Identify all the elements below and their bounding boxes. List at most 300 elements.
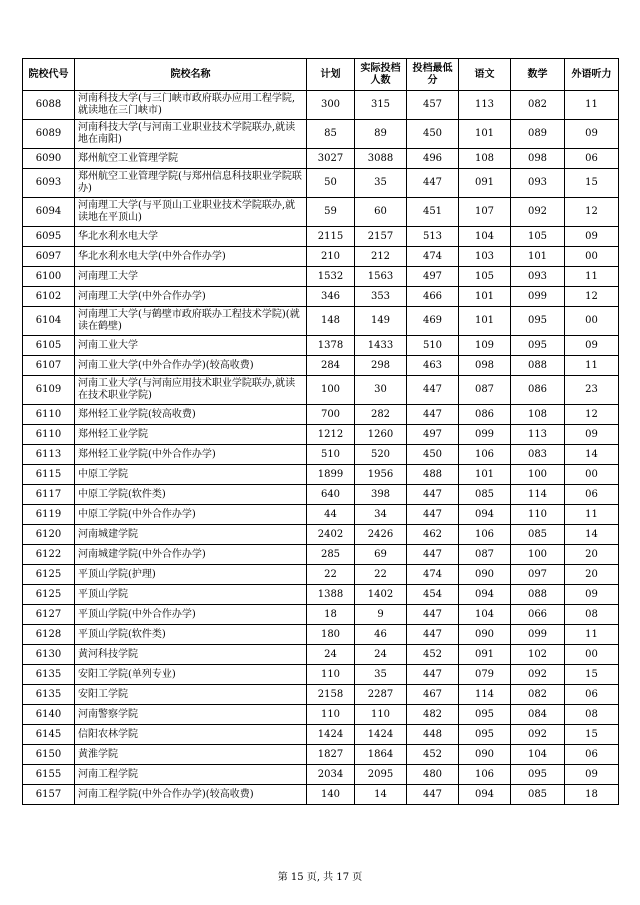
cell-plan: 284	[307, 356, 355, 376]
cell-listening: 11	[565, 625, 619, 645]
cell-min-score: 450	[407, 445, 459, 465]
cell-chinese: 090	[459, 625, 511, 645]
cell-listening: 06	[565, 685, 619, 705]
table-row	[23, 247, 619, 267]
cell-listening: 08	[565, 705, 619, 725]
cell-listening: 09	[565, 336, 619, 356]
cell-plan: 180	[307, 625, 355, 645]
cell-actual: 22	[355, 565, 407, 585]
cell-listening: 06	[565, 149, 619, 169]
cell-listening: 09	[565, 585, 619, 605]
cell-code: 6120	[23, 525, 75, 545]
cell-name: 河南工业大学(中外合作办学)(较高收费)	[75, 356, 307, 376]
cell-math: 093	[511, 169, 565, 198]
cell-math: 100	[511, 465, 565, 485]
cell-math: 101	[511, 247, 565, 267]
cell-code: 6113	[23, 445, 75, 465]
cell-chinese: 101	[459, 120, 511, 149]
cell-actual: 24	[355, 645, 407, 665]
cell-code: 6130	[23, 645, 75, 665]
cell-code: 6135	[23, 665, 75, 685]
cell-code: 6109	[23, 376, 75, 405]
cell-min-score: 474	[407, 565, 459, 585]
cell-actual: 398	[355, 485, 407, 505]
cell-actual: 1563	[355, 267, 407, 287]
cell-min-score: 447	[407, 605, 459, 625]
cell-chinese: 101	[459, 287, 511, 307]
cell-actual: 212	[355, 247, 407, 267]
cell-listening: 14	[565, 445, 619, 465]
cell-plan: 148	[307, 307, 355, 336]
cell-code: 6102	[23, 287, 75, 307]
cell-name: 平顶山学院(软件类)	[75, 625, 307, 645]
table-row	[23, 405, 619, 425]
table-row	[23, 525, 619, 545]
cell-chinese: 106	[459, 445, 511, 465]
admission-table	[22, 58, 619, 805]
cell-min-score: 452	[407, 745, 459, 765]
cell-plan: 285	[307, 545, 355, 565]
cell-listening: 15	[565, 725, 619, 745]
header-listening: 外语听力	[565, 59, 619, 91]
cell-math: 095	[511, 336, 565, 356]
cell-actual: 89	[355, 120, 407, 149]
cell-math: 097	[511, 565, 565, 585]
table-row	[23, 645, 619, 665]
cell-plan: 1424	[307, 725, 355, 745]
cell-chinese: 094	[459, 785, 511, 805]
cell-actual: 1433	[355, 336, 407, 356]
cell-chinese: 108	[459, 149, 511, 169]
cell-math: 066	[511, 605, 565, 625]
cell-min-score: 467	[407, 685, 459, 705]
cell-plan: 640	[307, 485, 355, 505]
table-row	[23, 287, 619, 307]
cell-plan: 346	[307, 287, 355, 307]
table-row	[23, 376, 619, 405]
cell-name: 河南警察学院	[75, 705, 307, 725]
cell-math: 110	[511, 505, 565, 525]
cell-plan: 2034	[307, 765, 355, 785]
cell-min-score: 510	[407, 336, 459, 356]
cell-min-score: 448	[407, 725, 459, 745]
cell-chinese: 086	[459, 405, 511, 425]
cell-math: 100	[511, 545, 565, 565]
table-row	[23, 169, 619, 198]
cell-listening: 09	[565, 425, 619, 445]
cell-code: 6088	[23, 91, 75, 120]
cell-math: 084	[511, 705, 565, 725]
cell-listening: 18	[565, 785, 619, 805]
cell-chinese: 087	[459, 545, 511, 565]
cell-plan: 100	[307, 376, 355, 405]
cell-chinese: 113	[459, 91, 511, 120]
cell-code: 6093	[23, 169, 75, 198]
cell-name: 中原工学院	[75, 465, 307, 485]
table-row	[23, 267, 619, 287]
cell-name: 中原工学院(中外合作办学)	[75, 505, 307, 525]
table-row	[23, 465, 619, 485]
cell-actual: 1402	[355, 585, 407, 605]
cell-listening: 06	[565, 485, 619, 505]
cell-actual: 2426	[355, 525, 407, 545]
cell-listening: 09	[565, 227, 619, 247]
cell-code: 6135	[23, 685, 75, 705]
cell-name: 中原工学院(软件类)	[75, 485, 307, 505]
cell-name: 河南科技大学(与河南工业职业技术学院联办,就读地在南阳)	[75, 120, 307, 149]
table-row	[23, 625, 619, 645]
cell-actual: 1260	[355, 425, 407, 445]
cell-listening: 00	[565, 465, 619, 485]
table-row	[23, 585, 619, 605]
cell-math: 082	[511, 685, 565, 705]
cell-chinese: 090	[459, 745, 511, 765]
cell-plan: 1388	[307, 585, 355, 605]
cell-listening: 12	[565, 405, 619, 425]
cell-listening: 11	[565, 505, 619, 525]
cell-math: 085	[511, 785, 565, 805]
cell-min-score: 474	[407, 247, 459, 267]
header-plan: 计划	[307, 59, 355, 91]
cell-chinese: 085	[459, 485, 511, 505]
cell-math: 102	[511, 645, 565, 665]
cell-min-score: 447	[407, 169, 459, 198]
cell-name: 河南工业大学(与河南应用技术职业学院联办,就读在技术职业学院)	[75, 376, 307, 405]
cell-code: 6125	[23, 565, 75, 585]
table-row	[23, 745, 619, 765]
cell-name: 黄河科技学院	[75, 645, 307, 665]
cell-name: 河南工程学院	[75, 765, 307, 785]
cell-listening: 23	[565, 376, 619, 405]
cell-plan: 210	[307, 247, 355, 267]
cell-math: 089	[511, 120, 565, 149]
cell-chinese: 107	[459, 198, 511, 227]
cell-code: 6145	[23, 725, 75, 745]
cell-name: 河南科技大学(与三门峡市政府联办应用工程学院,就读地在三门峡市)	[75, 91, 307, 120]
cell-actual: 1864	[355, 745, 407, 765]
cell-listening: 15	[565, 169, 619, 198]
cell-actual: 315	[355, 91, 407, 120]
cell-chinese: 104	[459, 227, 511, 247]
cell-code: 6117	[23, 485, 75, 505]
cell-actual: 34	[355, 505, 407, 525]
cell-min-score: 447	[407, 485, 459, 505]
cell-plan: 300	[307, 91, 355, 120]
cell-code: 6097	[23, 247, 75, 267]
cell-name: 郑州航空工业管理学院	[75, 149, 307, 169]
cell-listening: 20	[565, 545, 619, 565]
cell-actual: 282	[355, 405, 407, 425]
cell-chinese: 099	[459, 425, 511, 445]
cell-chinese: 105	[459, 267, 511, 287]
cell-chinese: 101	[459, 465, 511, 485]
header-name: 院校名称	[75, 59, 307, 91]
cell-min-score: 454	[407, 585, 459, 605]
cell-actual: 3088	[355, 149, 407, 169]
cell-actual: 149	[355, 307, 407, 336]
table-row	[23, 425, 619, 445]
cell-actual: 60	[355, 198, 407, 227]
cell-min-score: 496	[407, 149, 459, 169]
cell-min-score: 447	[407, 625, 459, 645]
cell-name: 郑州轻工业学院(较高收费)	[75, 405, 307, 425]
cell-plan: 2402	[307, 525, 355, 545]
cell-plan: 1212	[307, 425, 355, 445]
cell-chinese: 095	[459, 705, 511, 725]
cell-plan: 50	[307, 169, 355, 198]
cell-listening: 14	[565, 525, 619, 545]
cell-chinese: 091	[459, 169, 511, 198]
cell-min-score: 463	[407, 356, 459, 376]
cell-math: 098	[511, 149, 565, 169]
cell-name: 河南城建学院(中外合作办学)	[75, 545, 307, 565]
cell-name: 郑州轻工业学院	[75, 425, 307, 445]
cell-code: 6119	[23, 505, 75, 525]
cell-math: 114	[511, 485, 565, 505]
cell-name: 华北水利水电大学	[75, 227, 307, 247]
cell-name: 安阳工学院	[75, 685, 307, 705]
cell-math: 104	[511, 745, 565, 765]
cell-min-score: 447	[407, 376, 459, 405]
cell-math: 095	[511, 765, 565, 785]
cell-chinese: 106	[459, 525, 511, 545]
cell-chinese: 095	[459, 725, 511, 745]
cell-plan: 110	[307, 705, 355, 725]
cell-name: 郑州轻工业学院(中外合作办学)	[75, 445, 307, 465]
cell-min-score: 447	[407, 505, 459, 525]
cell-plan: 2158	[307, 685, 355, 705]
cell-math: 082	[511, 91, 565, 120]
cell-actual: 2157	[355, 227, 407, 247]
table-row	[23, 445, 619, 465]
cell-code: 6100	[23, 267, 75, 287]
cell-actual: 1424	[355, 725, 407, 745]
cell-chinese: 094	[459, 505, 511, 525]
cell-math: 099	[511, 625, 565, 645]
table-row	[23, 765, 619, 785]
cell-math: 088	[511, 356, 565, 376]
cell-listening: 11	[565, 91, 619, 120]
cell-chinese: 104	[459, 605, 511, 625]
cell-code: 6125	[23, 585, 75, 605]
cell-chinese: 106	[459, 765, 511, 785]
cell-plan: 22	[307, 565, 355, 585]
cell-name: 河南工业大学	[75, 336, 307, 356]
cell-min-score: 513	[407, 227, 459, 247]
cell-min-score: 488	[407, 465, 459, 485]
cell-code: 6128	[23, 625, 75, 645]
cell-name: 郑州航空工业管理学院(与郑州信息科技职业学院联办)	[75, 169, 307, 198]
cell-name: 安阳工学院(单列专业)	[75, 665, 307, 685]
cell-math: 113	[511, 425, 565, 445]
cell-code: 6089	[23, 120, 75, 149]
cell-min-score: 447	[407, 785, 459, 805]
cell-code: 6115	[23, 465, 75, 485]
cell-actual: 110	[355, 705, 407, 725]
cell-name: 平顶山学院(中外合作办学)	[75, 605, 307, 625]
cell-plan: 510	[307, 445, 355, 465]
cell-name: 华北水利水电大学(中外合作办学)	[75, 247, 307, 267]
cell-chinese: 109	[459, 336, 511, 356]
cell-actual: 69	[355, 545, 407, 565]
table-row	[23, 485, 619, 505]
cell-actual: 2287	[355, 685, 407, 705]
cell-listening: 15	[565, 665, 619, 685]
cell-name: 黄淮学院	[75, 745, 307, 765]
cell-chinese: 098	[459, 356, 511, 376]
table-row	[23, 725, 619, 745]
cell-math: 099	[511, 287, 565, 307]
cell-code: 6122	[23, 545, 75, 565]
cell-code: 6095	[23, 227, 75, 247]
cell-name: 河南理工大学(与鹤壁市政府联办工程技术学院)(就读在鹤壁)	[75, 307, 307, 336]
cell-code: 6157	[23, 785, 75, 805]
cell-actual: 9	[355, 605, 407, 625]
cell-plan: 110	[307, 665, 355, 685]
header-code: 院校代号	[23, 59, 75, 91]
cell-plan: 85	[307, 120, 355, 149]
cell-actual: 46	[355, 625, 407, 645]
cell-chinese: 079	[459, 665, 511, 685]
header-chinese: 语文	[459, 59, 511, 91]
cell-name: 河南城建学院	[75, 525, 307, 545]
cell-code: 6127	[23, 605, 75, 625]
cell-min-score: 447	[407, 405, 459, 425]
cell-listening: 08	[565, 605, 619, 625]
table-row	[23, 665, 619, 685]
cell-plan: 1378	[307, 336, 355, 356]
table-row	[23, 785, 619, 805]
cell-actual: 353	[355, 287, 407, 307]
cell-code: 6094	[23, 198, 75, 227]
cell-name: 平顶山学院	[75, 585, 307, 605]
table-row	[23, 705, 619, 725]
cell-name: 平顶山学院(护理)	[75, 565, 307, 585]
cell-math: 092	[511, 725, 565, 745]
cell-code: 6107	[23, 356, 75, 376]
table-row	[23, 198, 619, 227]
cell-code: 6090	[23, 149, 75, 169]
cell-name: 河南理工大学	[75, 267, 307, 287]
table-row	[23, 356, 619, 376]
cell-math: 105	[511, 227, 565, 247]
cell-chinese: 091	[459, 645, 511, 665]
cell-math: 095	[511, 307, 565, 336]
cell-min-score: 462	[407, 525, 459, 545]
cell-plan: 44	[307, 505, 355, 525]
cell-min-score: 447	[407, 545, 459, 565]
cell-listening: 11	[565, 267, 619, 287]
cell-code: 6110	[23, 425, 75, 445]
cell-plan: 24	[307, 645, 355, 665]
cell-actual: 30	[355, 376, 407, 405]
cell-plan: 140	[307, 785, 355, 805]
cell-min-score: 469	[407, 307, 459, 336]
cell-name: 河南工程学院(中外合作办学)(较高收费)	[75, 785, 307, 805]
cell-listening: 00	[565, 247, 619, 267]
cell-math: 092	[511, 198, 565, 227]
cell-listening: 00	[565, 307, 619, 336]
cell-plan: 2115	[307, 227, 355, 247]
cell-math: 085	[511, 525, 565, 545]
table-row	[23, 505, 619, 525]
cell-code: 6140	[23, 705, 75, 725]
cell-actual: 35	[355, 665, 407, 685]
cell-math: 092	[511, 665, 565, 685]
cell-chinese: 087	[459, 376, 511, 405]
page-footer: 第 15 页, 共 17 页	[277, 872, 363, 883]
table-row	[23, 336, 619, 356]
cell-math: 086	[511, 376, 565, 405]
table-row	[23, 307, 619, 336]
cell-name: 信阳农林学院	[75, 725, 307, 745]
cell-code: 6155	[23, 765, 75, 785]
cell-min-score: 482	[407, 705, 459, 725]
cell-code: 6110	[23, 405, 75, 425]
cell-listening: 12	[565, 198, 619, 227]
cell-min-score: 480	[407, 765, 459, 785]
cell-math: 108	[511, 405, 565, 425]
cell-math: 093	[511, 267, 565, 287]
cell-min-score: 450	[407, 120, 459, 149]
table-row	[23, 605, 619, 625]
cell-code: 6150	[23, 745, 75, 765]
cell-plan: 1532	[307, 267, 355, 287]
cell-plan: 18	[307, 605, 355, 625]
table-row	[23, 149, 619, 169]
cell-listening: 09	[565, 120, 619, 149]
cell-chinese: 103	[459, 247, 511, 267]
table-row	[23, 91, 619, 120]
table-row	[23, 120, 619, 149]
cell-plan: 1899	[307, 465, 355, 485]
cell-code: 6104	[23, 307, 75, 336]
table-row	[23, 545, 619, 565]
cell-listening: 11	[565, 356, 619, 376]
cell-plan: 700	[307, 405, 355, 425]
cell-min-score: 452	[407, 645, 459, 665]
cell-plan: 1827	[307, 745, 355, 765]
cell-listening: 06	[565, 745, 619, 765]
cell-actual: 298	[355, 356, 407, 376]
table-row	[23, 565, 619, 585]
cell-min-score: 497	[407, 425, 459, 445]
header-actual: 实际投档人数	[355, 59, 407, 91]
cell-listening: 00	[565, 645, 619, 665]
header-math: 数学	[511, 59, 565, 91]
cell-math: 083	[511, 445, 565, 465]
cell-name: 河南理工大学(中外合作办学)	[75, 287, 307, 307]
table-row	[23, 227, 619, 247]
table-row	[23, 685, 619, 705]
cell-chinese: 094	[459, 585, 511, 605]
cell-actual: 14	[355, 785, 407, 805]
cell-min-score: 457	[407, 91, 459, 120]
cell-chinese: 101	[459, 307, 511, 336]
cell-actual: 520	[355, 445, 407, 465]
cell-min-score: 451	[407, 198, 459, 227]
cell-plan: 59	[307, 198, 355, 227]
table-header-row	[23, 59, 619, 91]
cell-min-score: 497	[407, 267, 459, 287]
cell-actual: 1956	[355, 465, 407, 485]
cell-min-score: 466	[407, 287, 459, 307]
cell-code: 6105	[23, 336, 75, 356]
cell-chinese: 114	[459, 685, 511, 705]
cell-name: 河南理工大学(与平顶山工业职业技术学院联办,就读地在平顶山)	[75, 198, 307, 227]
header-min-score: 投档最低分	[407, 59, 459, 91]
cell-actual: 35	[355, 169, 407, 198]
